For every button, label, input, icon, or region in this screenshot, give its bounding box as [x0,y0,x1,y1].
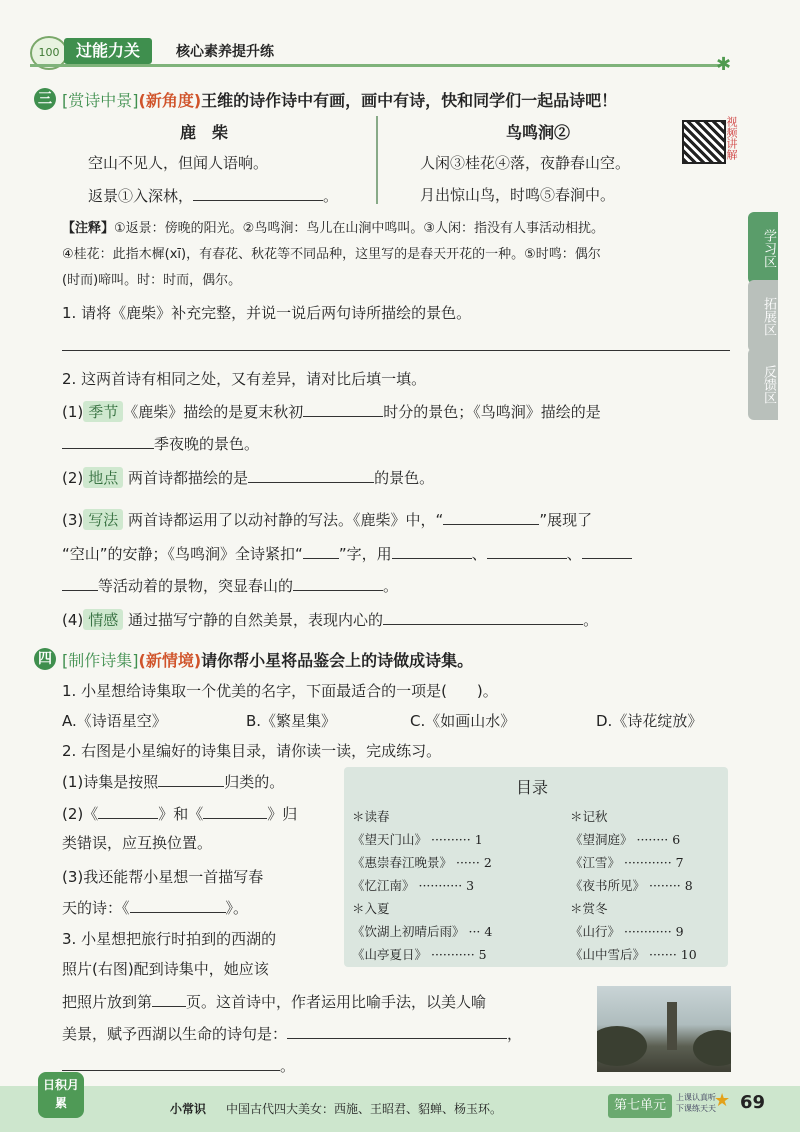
toc-group-head: ＊读春 [352,809,390,824]
answer-blank[interactable] [303,542,339,559]
section-number-badge: 四 [34,648,56,670]
subquestion-text: 《鹿柴》描绘的是夏末秋初 [123,403,304,421]
pagoda-shape [667,1002,677,1050]
subquestion-number: (3) [62,511,84,529]
answer-blank[interactable] [443,508,539,525]
question [62,1054,295,1076]
poem-divider [376,116,378,204]
poetry-toc [344,767,728,967]
footer-tip: 中国古代四大美女：西施、王昭君、貂蝉、杨玉环。 [226,1102,503,1116]
section-title: [赏诗中景] [62,91,139,110]
subquestion-text: 》和《 [158,805,204,823]
answer-blank[interactable] [383,608,583,625]
toc-entry[interactable]: 《饮湖上初晴后雨》 ··· 4 [352,924,493,939]
toc-group-head: ＊入夏 [352,901,390,916]
answer-blank[interactable] [582,542,632,559]
subquestion [62,896,248,918]
option-a[interactable]: A.《诗语星空》 [62,712,167,730]
answer-blank[interactable] [303,400,383,417]
option-c[interactable]: C.《如画山水》 [410,712,516,730]
section-heading [62,648,473,671]
poem-line: 人闲③桂花④落，夜静春山空。 [420,154,631,172]
section-instruction: 王维的诗作诗中有画，画中有诗，快和同学们一起品诗吧！ [201,91,618,110]
header-tag: 过能力关 [64,38,152,64]
subquestion-text: 的景色。 [374,469,435,487]
option-d[interactable]: D.《诗花绽放》 [596,712,703,730]
subquestion-text: 时分的景色；《鸟鸣涧》描绘的是 [383,403,601,421]
subquestion-text: 通过描写宁静的自然美景，表现内心的 [128,611,384,629]
question-text: 页。这首诗中，作者运用比喻手法，以美人喻 [186,993,487,1011]
subquestion [62,608,598,630]
answer-blank[interactable] [98,802,158,819]
subquestion-text: 、 [566,545,582,563]
subquestion [62,802,297,824]
answer-line[interactable] [62,350,730,351]
header-rule [30,64,720,67]
section-angle: (新角度) [138,91,202,110]
header-subtitle: 核心素养提升练 [176,44,274,60]
subquestion-text: 两首诗都运用了以动衬静的写法。《鹿柴》中，“ [128,511,444,529]
question: 1. 小星想给诗集取一个优美的名字，下面最适合的一项是( )。 [62,682,498,700]
toc-entry[interactable]: 《望天门山》 ·········· 1 [352,832,483,847]
toc-entry[interactable]: 《山中雪后》 ······· 10 [570,947,697,962]
section-heading [62,88,617,111]
page-number: 69 [740,1092,766,1113]
answer-blank[interactable] [130,896,226,913]
place-tag: 地点 [83,467,123,488]
answer-blank[interactable] [392,542,472,559]
subquestion-text: 。 [383,577,399,595]
answer-blank[interactable] [62,574,98,591]
answer-blank[interactable] [158,770,224,787]
toc-column-right [570,805,697,966]
section-title: [制作诗集] [62,651,139,670]
question-text: 。 [280,1057,296,1075]
poem-line: 月出惊山鸟，时鸣⑤春涧中。 [420,186,616,204]
subquestion: 类错误，应互换位置。 [62,834,213,852]
qr-label: 视频讲解 [725,116,738,160]
answer-blank[interactable] [152,990,186,1007]
star-icon: ★ [714,1090,731,1111]
question [62,990,486,1012]
subquestion-text: 天的诗：《 [62,899,130,917]
subquestion: (3)我还能帮小星想一首描写春 [62,868,264,886]
question [62,1022,522,1044]
answer-blank[interactable] [248,466,374,483]
unit-label: 第七单元 [608,1094,672,1118]
emotion-tag: 情感 [83,609,123,630]
subquestion-text: 两首诗都描绘的是 [128,469,249,487]
answer-blank[interactable] [62,1054,280,1071]
question-text: ， [507,1025,523,1043]
toc-column-left [352,805,492,966]
toc-entry[interactable]: 《望洞庭》 ········ 6 [570,832,681,847]
section-instruction: 请你帮小星将品鉴会上的诗做成诗集。 [201,651,474,670]
tree-shape [597,1026,647,1066]
poem-text: 。 [323,187,339,205]
toc-entry[interactable]: 《忆江南》 ··········· 3 [352,878,475,893]
notes-line [62,216,742,242]
subquestion-text: 归类的。 [224,773,285,791]
notes-block [62,216,742,294]
answer-blank[interactable] [203,802,267,819]
footer-logo: 日积月累 [38,1072,84,1118]
subquestion [62,574,398,596]
question: 3. 小星想把旅行时拍到的西湖的 [62,930,277,948]
section-angle: (新情境) [138,651,202,670]
brand-logo: 100 [30,36,68,70]
toc-group-head: ＊记秋 [570,809,608,824]
question: 1. 请将《鹿柴》补充完整，并说一说后两句诗所描绘的景色。 [62,304,472,322]
poem-title: 鹿 柴 [180,123,229,142]
star-icon: ✱ [716,54,732,75]
west-lake-photo [597,986,731,1072]
season-tag: 季节 [83,401,123,422]
subquestion [62,542,632,564]
notes-text: ①返景：傍晚的阳光。②鸟鸣涧：鸟儿在山涧中鸣叫。③人闲：指没有人事活动相扰。 [114,221,604,236]
poem-line [88,184,338,206]
toc-title: 目录 [516,778,549,797]
side-tab-feedback[interactable]: 反馈区 [748,348,778,420]
unit-note: 上课认真听 下课练天天 [676,1093,716,1113]
subquestion-text: “空山”的安静；《鸟鸣涧》全诗紧扣“ [62,545,303,563]
subquestion [62,770,284,792]
subquestion-text: ”字，用 [338,545,392,563]
notes-line: ④桂花：此指木樨(xī)，有春花、秋花等不同品种，这里写的是春天开花的一种。⑤时鸣：偶尔 [62,247,601,262]
toc-entry[interactable]: 《江雪》 ············ 7 [570,855,684,870]
footer-label: 小常识 [170,1102,207,1116]
subquestion-text: 。 [583,611,599,629]
subquestion-number: (2) [62,469,84,487]
poem-text: 返景①入深林， [88,187,194,205]
question: 2. 这两首诗有相同之处，又有差异，请对比后填一填。 [62,370,427,388]
answer-blank[interactable] [293,574,383,591]
subquestion-number: (1) [62,403,84,421]
side-tab-study[interactable]: 学习区 [748,212,778,284]
toc-entry[interactable]: 《夜书所见》 ········ 8 [570,878,693,893]
section-number-badge: 三 [34,88,56,110]
subquestion-text: (2)《 [62,805,99,823]
question-text: 美景，赋予西湖以生命的诗句是： [62,1025,288,1043]
answer-blank[interactable] [62,432,154,449]
poem-line: 空山不见人，但闻人语响。 [88,154,269,172]
method-tag: 写法 [83,509,123,530]
poem-title: 鸟鸣涧② [506,123,571,142]
qr-code[interactable] [682,120,726,164]
subquestion-text: 》归 [267,805,298,823]
subquestion-text: 》。 [225,899,249,917]
answer-blank[interactable] [287,1022,507,1039]
subquestion [62,466,434,488]
side-tab-extend[interactable]: 拓展区 [748,280,778,352]
subquestion-text: ”展现了 [539,511,593,529]
subquestion [62,508,592,530]
subquestion [62,400,601,422]
toc-entry[interactable]: 《惠崇春江晚景》 ······ 2 [352,855,492,870]
subquestion-text: 季夜晚的景色。 [154,435,260,453]
answer-blank[interactable] [193,184,323,201]
question-text: 把照片放到第 [62,993,153,1011]
subquestion [62,432,259,454]
notes-label: 【注释】 [62,221,115,236]
subquestion-number: (4) [62,611,84,629]
toc-entry[interactable]: 《山行》 ············ 9 [570,924,684,939]
subquestion-text: 、 [471,545,487,563]
notes-line: (时而)啼叫。时：时而，偶尔。 [62,273,242,288]
option-b[interactable]: B.《繁星集》 [246,712,337,730]
tree-shape [693,1030,731,1066]
answer-blank[interactable] [487,542,567,559]
question: 照片(右图)配到诗集中，她应该 [62,960,269,978]
toc-group-head: ＊赏冬 [570,901,608,916]
subquestion-text: (1)诗集是按照 [62,773,159,791]
toc-entry[interactable]: 《山亭夏日》 ··········· 5 [352,947,487,962]
question: 2. 右图是小星编好的诗集目录，请你读一读，完成练习。 [62,742,442,760]
subquestion-text: 等活动着的景物，突显春山的 [98,577,294,595]
